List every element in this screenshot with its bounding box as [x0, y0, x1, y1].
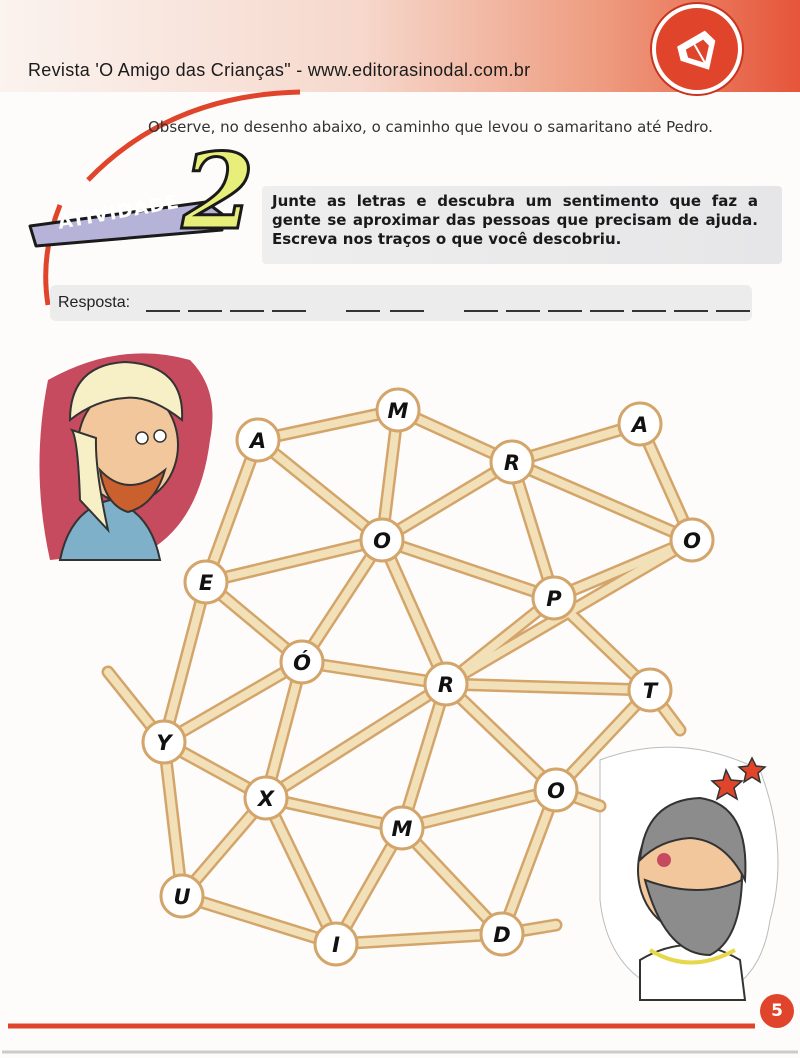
page-number: 5 [760, 994, 794, 1028]
activity-label: ATIVIDADE [56, 190, 182, 234]
maze-node-letter: O [373, 529, 391, 553]
maze-node-letter: I [332, 933, 340, 957]
maze-node [143, 721, 185, 763]
maze-node [481, 913, 523, 955]
maze-node-letter: M [387, 399, 409, 423]
maze-node-letter: A [631, 413, 649, 437]
maze-node [185, 561, 227, 603]
maze-path-fill [446, 684, 556, 790]
maze-path-fill [258, 440, 382, 540]
maze-node-letter: O [683, 529, 701, 553]
maze-node [671, 519, 713, 561]
maze-node-letter: T [642, 679, 658, 703]
maze-node-letter: P [546, 587, 562, 611]
maze-node-letter: R [437, 673, 455, 697]
maze-path-fill [402, 790, 556, 828]
maze-node [237, 419, 279, 461]
maze-path-fill [382, 462, 512, 540]
instruction-text: Junte as letras e descubra um sentimento que faz a gente se aproximar das pessoas que precisam de ajuda. Escreva nos traços o que você descobriu. [272, 192, 758, 248]
maze-node-letter: X [257, 787, 275, 811]
maze-node [315, 923, 357, 965]
maze-node [425, 663, 467, 705]
maze-node [361, 519, 403, 561]
magazine-title: Revista 'O Amigo das Crianças" - www.editorasinodal.com.br [28, 60, 531, 80]
maze-node [161, 875, 203, 917]
maze-node [629, 669, 671, 711]
maze-node-letter: R [503, 451, 521, 475]
maze-node [377, 389, 419, 431]
intro-text: Observe, no desenho abaixo, o caminho que levou o samaritano até Pedro. [148, 118, 713, 136]
maze-node-letter: E [198, 571, 214, 595]
maze-path-fill [502, 790, 556, 934]
maze-node [381, 807, 423, 849]
maze-node-letter: M [391, 817, 413, 841]
maze-node [535, 769, 577, 811]
maze-node [281, 641, 323, 683]
maze-node-letter: U [173, 885, 191, 909]
maze-node [619, 403, 661, 445]
maze-path-fill [206, 440, 258, 582]
maze-path-fill [336, 934, 502, 944]
maze-node [533, 577, 575, 619]
maze-node-letter: O [547, 779, 565, 803]
maze-node [491, 441, 533, 483]
maze-node-letter: D [493, 923, 511, 947]
maze-node-letter: Y [156, 731, 172, 755]
answer-label: Resposta: [58, 294, 131, 311]
activity-number: 2 [182, 130, 255, 253]
maze-node-letter: A [249, 429, 267, 453]
maze-node-letter: Ó [293, 651, 311, 675]
maze-node [245, 777, 287, 819]
